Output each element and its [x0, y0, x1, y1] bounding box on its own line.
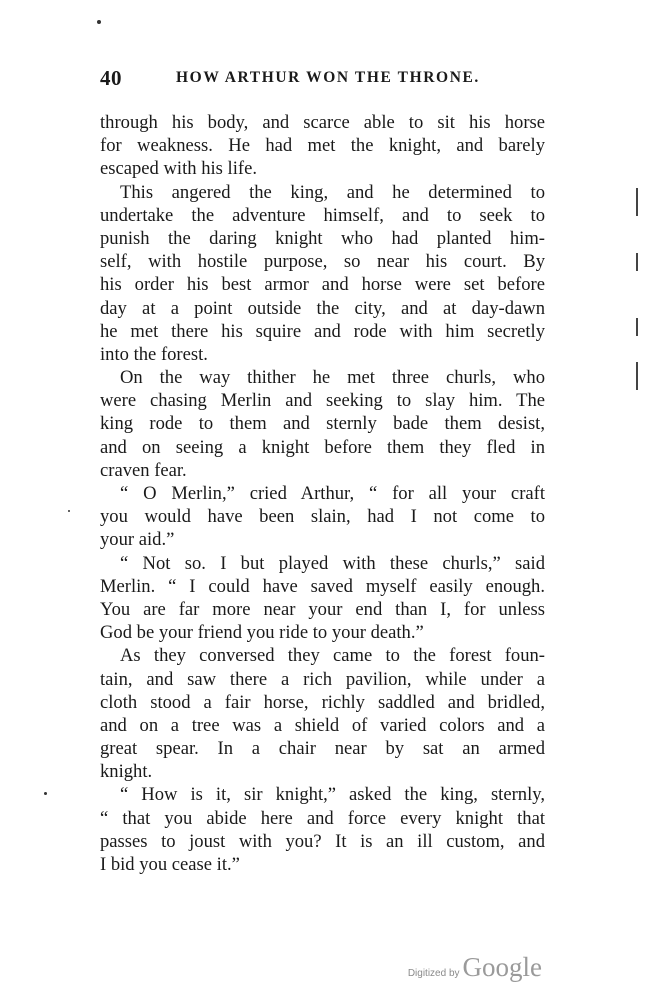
- margin-mark: [636, 362, 638, 390]
- digitized-watermark: [408, 952, 542, 983]
- text-line: king rode to them and sternly bade them desist,: [100, 413, 545, 435]
- text-line: Merlin. “ I could have saved myself easily enough.: [100, 575, 545, 597]
- margin-mark: [636, 318, 638, 336]
- text-line: craven fear.: [100, 459, 187, 481]
- text-line: your aid.”: [100, 529, 175, 551]
- page-number: 40: [100, 66, 122, 90]
- text-line: You are far more near your end than I, for unless: [100, 598, 545, 620]
- text-line: he met there his squire and rode with him secretly: [100, 320, 545, 342]
- text-line: “ that you abide here and force every knight that: [100, 807, 545, 829]
- text-line: for weakness. He had met the knight, and barely: [100, 135, 545, 157]
- text-line: passes to joust with you? It is an ill custom, and: [100, 830, 545, 852]
- running-title: HOW ARTHUR WON THE THRONE.: [176, 69, 480, 86]
- text-line: escaped with his life.: [100, 158, 257, 180]
- text-line: This angered the king, and he determined to: [120, 181, 545, 203]
- text-line: God be your friend you ride to your death.”: [100, 622, 424, 644]
- text-line: and on a tree was a shield of varied colors and a: [100, 714, 545, 736]
- text-line: undertake the adventure himself, and to seek to: [100, 204, 545, 226]
- text-line: “ O Merlin,” cried Arthur, “ for all your craft: [120, 483, 545, 504]
- text-line: “ Not so. I but played with these churls,” said: [120, 552, 545, 574]
- digitized-by-label: Digitized by: [407, 968, 460, 979]
- text-line: you would have been slain, had I not come to: [100, 506, 545, 528]
- scan-speck: [97, 20, 101, 24]
- text-line: and on seeing a knight before them they fled in: [100, 436, 545, 458]
- text-line: I bid you cease it.”: [100, 854, 240, 875]
- margin-mark: [636, 253, 638, 271]
- body-text: [100, 111, 545, 876]
- text-line: through his body, and scarce able to sit his horse: [100, 112, 545, 133]
- text-line: “ How is it, sir knight,” asked the king, sternly,: [120, 784, 545, 806]
- text-line: his order his best armor and horse were set before: [100, 274, 545, 296]
- page-header: [100, 66, 545, 90]
- text-line: great spear. In a chair near by sat an armed: [100, 738, 545, 760]
- text-line: On the way thither he met three churls, who: [120, 367, 545, 389]
- text-line: self, with hostile purpose, so near his court. By: [100, 251, 545, 273]
- text-line: As they conversed they came to the forest foun-: [120, 645, 545, 667]
- text-line: day at a point outside the city, and at day-dawn: [100, 297, 545, 319]
- text-line: tain, and saw there a rich pavilion, while under a: [100, 668, 545, 690]
- scan-speck: [68, 510, 70, 512]
- margin-mark: [636, 188, 638, 216]
- scan-speck: [44, 792, 47, 795]
- text-line: knight.: [100, 761, 153, 783]
- text-line: were chasing Merlin and seeking to slay him. The: [100, 390, 545, 412]
- text-line: into the forest.: [100, 343, 208, 365]
- text-line: punish the daring knight who had planted him-: [100, 227, 545, 249]
- text-line: cloth stood a fair horse, richly saddled and bridled,: [100, 691, 545, 713]
- google-logo: Google: [462, 952, 542, 982]
